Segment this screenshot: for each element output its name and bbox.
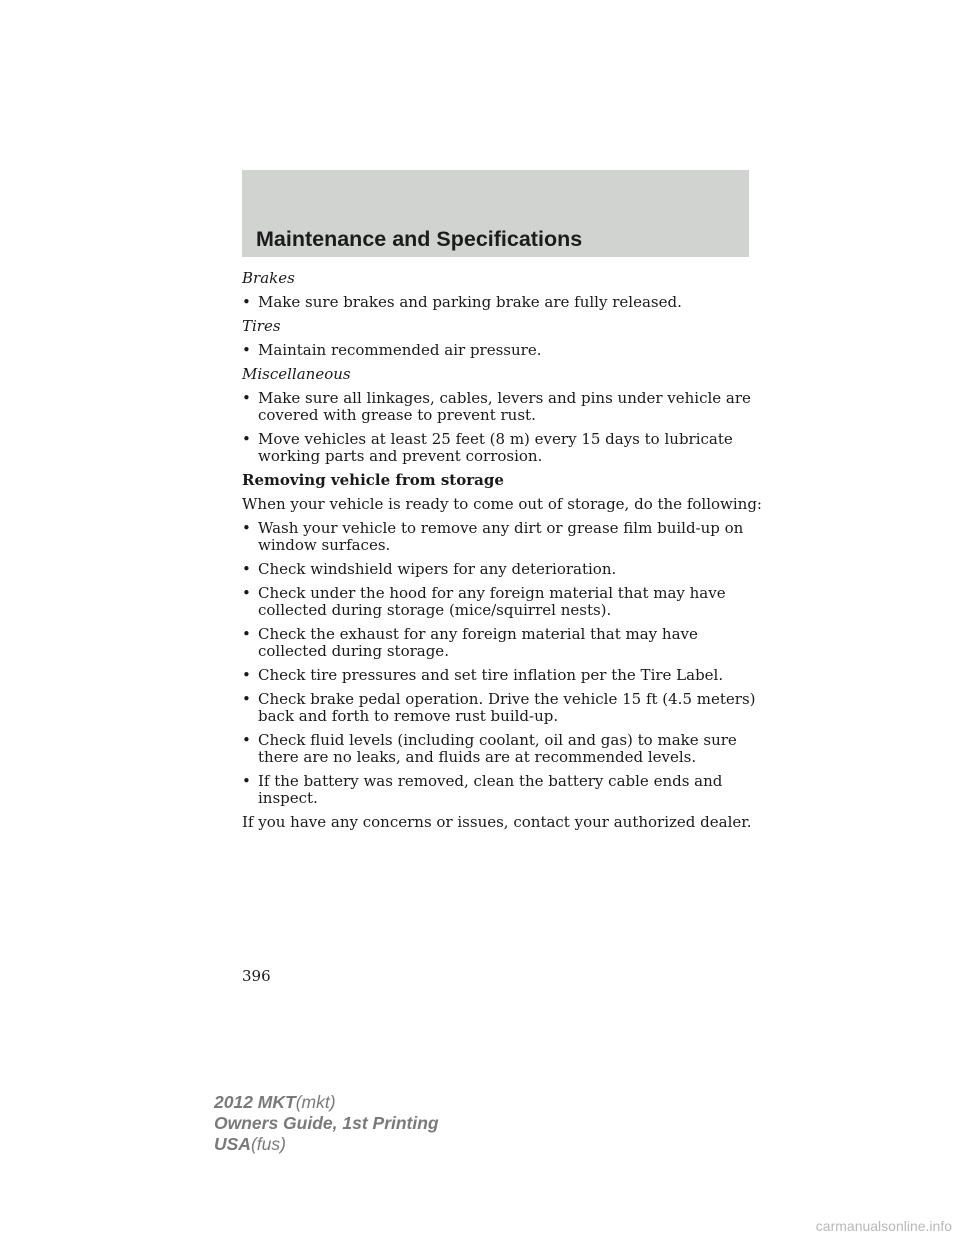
footer-info xyxy=(214,1092,439,1155)
list-item: • Wash your vehicle to remove any dirt or grease film build-up on window surfaces. xyxy=(242,520,762,554)
page-number: 396 xyxy=(242,967,271,985)
closing-text: If you have any concerns or issues, contact your authorized dealer. xyxy=(242,813,752,831)
footer-line-3 xyxy=(214,1134,439,1155)
tires-heading: Tires xyxy=(242,317,281,335)
list-item: • Check under the hood for any foreign material that may have collected during storage (mice/squirrel nests). xyxy=(242,585,762,619)
list-item: • Make sure all linkages, cables, levers and pins under vehicle are covered with grease to prevent rust. xyxy=(242,390,762,424)
list-item: • Make sure brakes and parking brake are fully released. xyxy=(242,294,762,311)
list-item: • Check fluid levels (including coolant, oil and gas) to make sure there are no leaks, and fluids are at recommended levels. xyxy=(242,732,762,766)
miscellaneous-heading: Miscellaneous xyxy=(242,365,351,383)
footer-line-2: Owners Guide, 1st Printing xyxy=(214,1113,439,1133)
list-item: • If the battery was removed, clean the battery cable ends and inspect. xyxy=(242,773,762,807)
removing-intro: When your vehicle is ready to come out of storage, do the following: xyxy=(242,495,762,513)
list-item: • Move vehicles at least 25 feet (8 m) every 15 days to lubricate working parts and prevent corrosion. xyxy=(242,431,762,465)
footer-market: USA xyxy=(214,1134,251,1154)
page-content xyxy=(242,270,762,838)
list-item: • Maintain recommended air pressure. xyxy=(242,342,762,359)
section-title: Maintenance and Specifications xyxy=(256,227,583,251)
miscellaneous-list xyxy=(242,390,762,465)
tires-list xyxy=(242,342,762,359)
removing-heading: Removing vehicle from storage xyxy=(242,471,504,489)
footer-model: 2012 MKT xyxy=(214,1092,296,1112)
list-item: • Check windshield wipers for any deterioration. xyxy=(242,561,762,578)
footer-line-1 xyxy=(214,1092,439,1113)
footer-market-code: (fus) xyxy=(250,1134,286,1154)
watermark: carmanualsonline.info xyxy=(815,1218,952,1234)
list-item: • Check the exhaust for any foreign material that may have collected during storage. xyxy=(242,626,762,660)
brakes-heading: Brakes xyxy=(242,269,295,287)
brakes-list xyxy=(242,294,762,311)
list-item: • Check tire pressures and set tire inflation per the Tire Label. xyxy=(242,667,762,684)
footer-model-code: (mkt) xyxy=(295,1092,336,1112)
removing-list xyxy=(242,520,762,807)
section-header-bar xyxy=(242,170,749,257)
list-item: • Check brake pedal operation. Drive the vehicle 15 ft (4.5 meters) back and forth to remove rust build-up. xyxy=(242,691,762,725)
